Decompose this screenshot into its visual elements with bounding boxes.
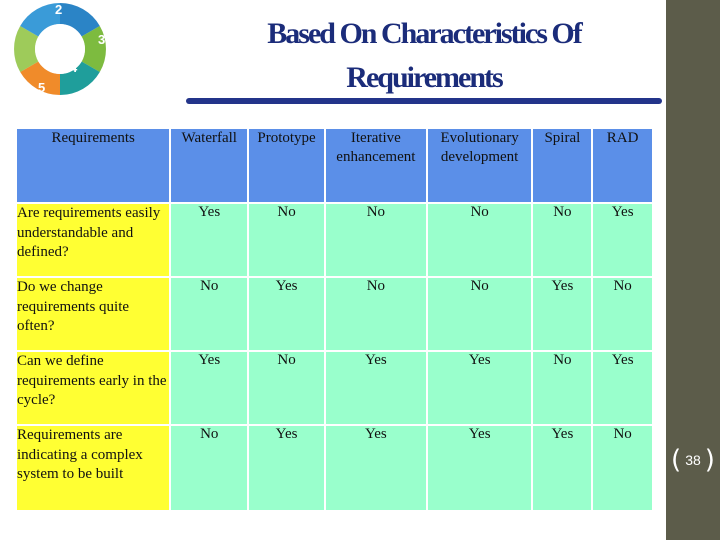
answer-cell: Yes [248,277,325,351]
answer-cell: No [592,425,653,511]
answer-cell: Yes [532,277,592,351]
answer-cell: Yes [170,351,248,425]
logo-number-4: 4 [70,60,78,75]
slide-title-line-2: Requirements [346,61,502,94]
logo-number-2: 2 [55,2,63,17]
slide-number-badge [670,443,716,477]
sdlc-cycle-logo [0,0,120,98]
logo-number-5: 5 [38,80,46,95]
table-row [16,425,653,511]
answer-cell: No [532,203,592,277]
column-header-requirements: Requirements [16,128,170,203]
column-header-rad: RAD [592,128,653,203]
column-header-evolutionary-development: Evolutionary development [427,128,533,203]
bracket-left: ( [671,445,682,475]
slide-number: 38 [685,452,701,468]
answer-cell: No [325,277,427,351]
requirement-question: Can we define requirements early in the cycle? [16,351,170,425]
answer-cell: Yes [248,425,325,511]
answer-cell: No [592,277,653,351]
column-header-iterative-enhancement: Iterative enhancement [325,128,427,203]
logo-number-6: 6 [4,42,12,57]
bracket-right: ) [704,445,715,475]
requirements-comparison-table [15,127,654,512]
answer-cell: Yes [532,425,592,511]
answer-cell: Yes [427,351,533,425]
answer-cell: No [427,277,533,351]
column-header-waterfall: Waterfall [170,128,248,203]
answer-cell: Yes [427,425,533,511]
table-row [16,351,653,425]
title-underline [186,98,662,104]
logo-number-1: 1 [12,8,20,23]
answer-cell: No [170,425,248,511]
table-row [16,203,653,277]
requirement-question: Are requirements easily understandable and defined? [16,203,170,277]
answer-cell: Yes [592,203,653,277]
logo-number-3: 3 [98,32,106,47]
answer-cell: No [325,203,427,277]
answer-cell: Yes [325,425,427,511]
table-row [16,277,653,351]
slide-title [186,12,662,100]
answer-cell: No [248,203,325,277]
answer-cell: No [248,351,325,425]
column-header-prototype: Prototype [248,128,325,203]
answer-cell: Yes [325,351,427,425]
requirement-question: Do we change requirements quite often? [16,277,170,351]
table-header-row [16,128,653,203]
answer-cell: No [170,277,248,351]
answer-cell: Yes [170,203,248,277]
column-header-spiral: Spiral [532,128,592,203]
answer-cell: No [532,351,592,425]
answer-cell: Yes [592,351,653,425]
answer-cell: No [427,203,533,277]
slide-title-line-1: Based On Characteristics Of [267,17,581,50]
requirement-question: Requirements are indicating a complex system to be built [16,425,170,511]
